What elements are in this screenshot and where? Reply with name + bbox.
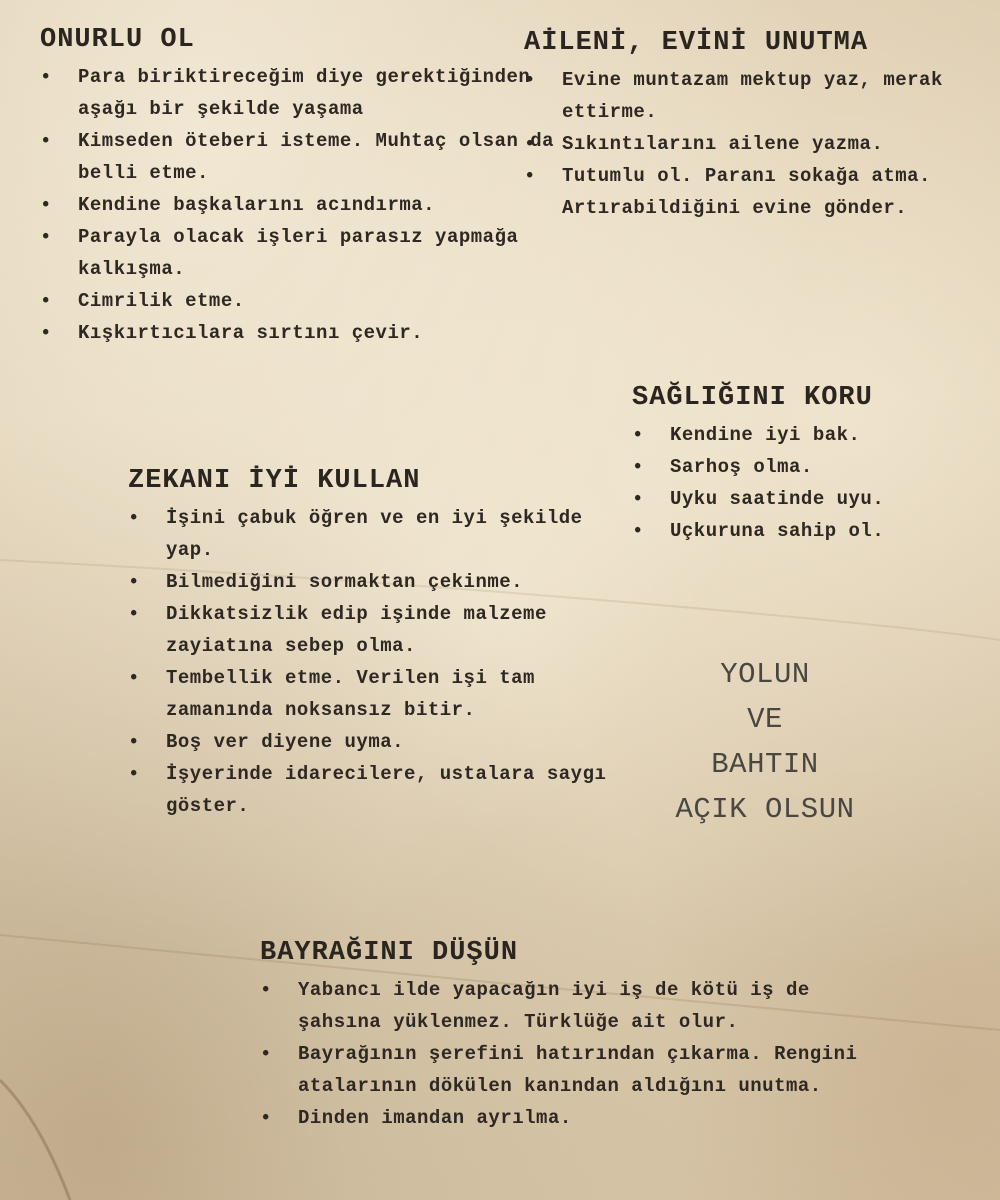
list-item: • İşini çabuk öğren ve en iyi şekilde yap. xyxy=(128,502,628,566)
list-item: • Parayla olacak işleri parasız yapmağa kalkışma. xyxy=(40,221,560,285)
section-sagligini-koru xyxy=(632,383,992,547)
list-item: • Uçkuruna sahip ol. xyxy=(632,515,992,547)
item-list xyxy=(524,64,994,224)
list-item: • İşyerinde idarecilere, ustalara saygı göster. xyxy=(128,758,628,822)
list-item: • Evine muntazam mektup yaz, merak ettirme. xyxy=(524,64,994,128)
section-aileni-evini-unutma xyxy=(524,28,994,224)
farewell-line: AÇIK OLSUN xyxy=(675,793,855,826)
list-item: • Kendine başkalarını acındırma. xyxy=(40,189,560,221)
section-onurlu-ol xyxy=(40,25,560,349)
farewell-line: YOLUN xyxy=(720,658,810,691)
item-list xyxy=(632,419,992,547)
list-item: • Sarhoş olma. xyxy=(632,451,992,483)
section-title: ONURLU OL xyxy=(40,25,195,55)
section-title: ZEKANI İYİ KULLAN xyxy=(128,466,421,496)
list-item: • Kendine iyi bak. xyxy=(632,419,992,451)
item-list xyxy=(260,974,900,1134)
list-item: • Yabancı ilde yapacağın iyi iş de kötü iş de şahsına yüklenmez. Türklüğe ait olur. xyxy=(260,974,900,1038)
list-item: • Tutumlu ol. Paranı sokağa atma. Artırabildiğini evine gönder. xyxy=(524,160,994,224)
list-item: • Cimrilik etme. xyxy=(40,285,560,317)
list-item: • Dikkatsizlik edip işinde malzeme zayiatına sebep olma. xyxy=(128,598,628,662)
list-item: • Dinden imandan ayrılma. xyxy=(260,1102,900,1134)
list-item: • Kışkırtıcılara sırtını çevir. xyxy=(40,317,560,349)
list-item: • Kimseden öteberi isteme. Muhtaç olsan da belli etme. xyxy=(40,125,560,189)
section-title: AİLENİ, EVİNİ UNUTMA xyxy=(524,28,869,58)
list-item: • Bayrağının şerefini hatırından çıkarma. Rengini atalarının dökülen kanından aldığını unutma. xyxy=(260,1038,900,1102)
farewell-line: VE xyxy=(747,703,783,736)
farewell-message xyxy=(640,652,890,832)
list-item: • Para biriktireceğim diye gerektiğinden aşağı bir şekilde yaşama xyxy=(40,61,560,125)
section-title: SAĞLIĞINI KORU xyxy=(632,383,873,413)
farewell-line: BAHTIN xyxy=(711,748,819,781)
list-item: • Sıkıntılarını ailene yazma. xyxy=(524,128,994,160)
item-list xyxy=(128,502,628,822)
list-item: • Uyku saatinde uyu. xyxy=(632,483,992,515)
section-bayragini-dusun xyxy=(260,938,900,1134)
section-title: BAYRAĞINI DÜŞÜN xyxy=(260,938,519,968)
list-item: • Tembellik etme. Verilen işi tam zamanında noksansız bitir. xyxy=(128,662,628,726)
list-item: • Bilmediğini sormaktan çekinme. xyxy=(128,566,628,598)
item-list xyxy=(40,61,560,349)
list-item: • Boş ver diyene uyma. xyxy=(128,726,628,758)
section-zekani-iyi-kullan xyxy=(128,466,628,822)
